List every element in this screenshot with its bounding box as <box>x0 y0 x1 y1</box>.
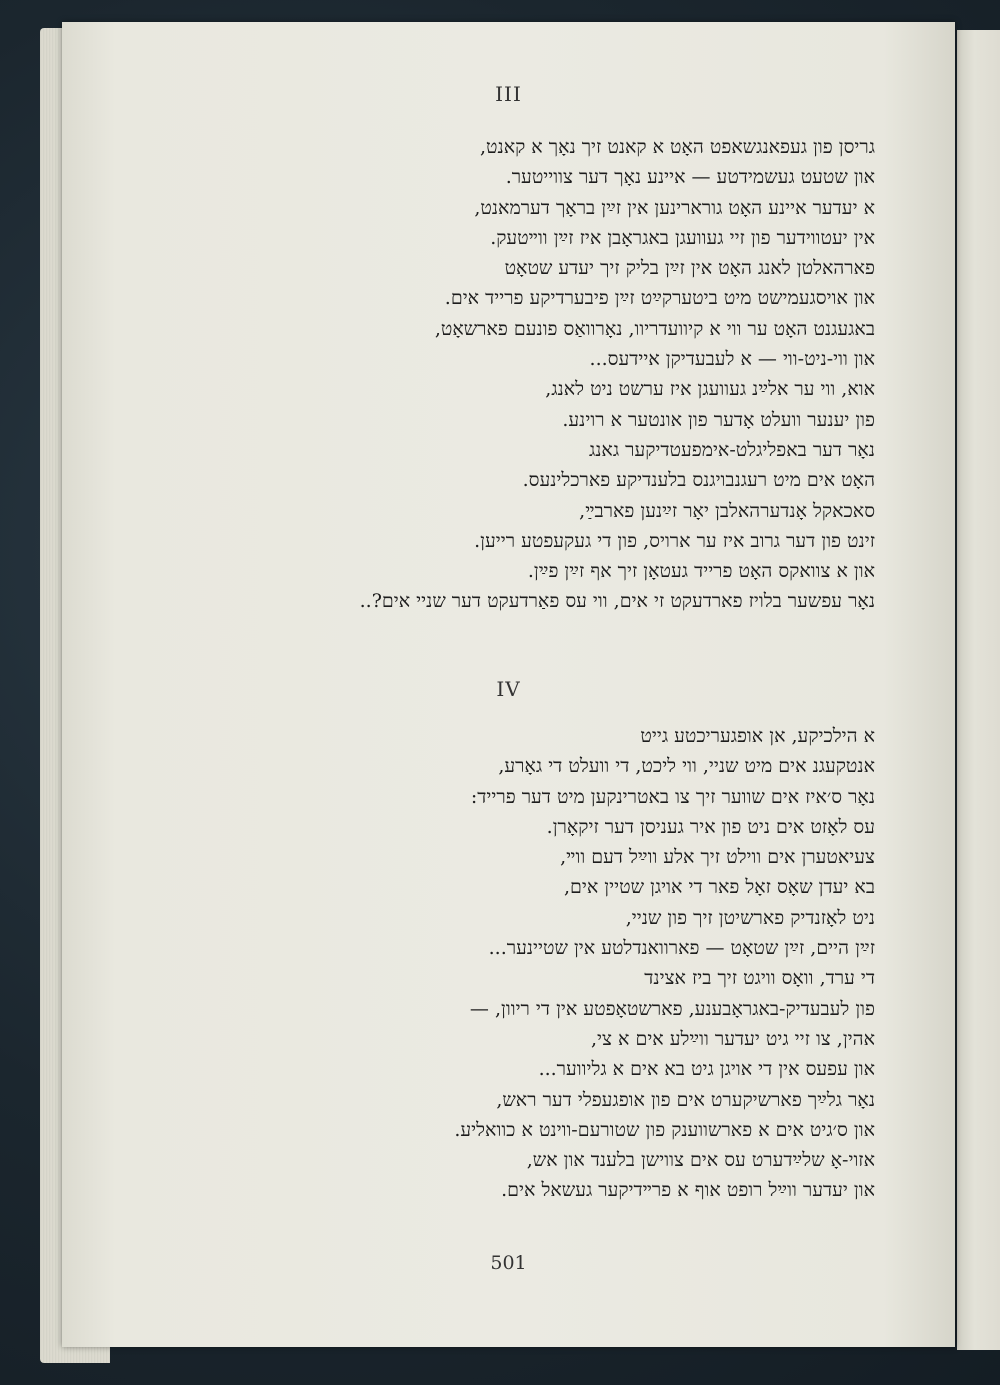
poem-line: א הילכיקע, אן אופגעריכטע גייט <box>640 725 875 747</box>
poem-section-four <box>454 721 875 1206</box>
poem-line: אזוי-אָ שלײַדערט עס אים צווישן בלענד און אש, <box>526 1149 875 1172</box>
poem-line: באגעגנט האָט ער ווי א קיוועדריוו, נאָרוואַס פונעם פארשאָט, <box>434 317 875 340</box>
section-heading-three: III <box>495 82 522 106</box>
poem-line: גריסן פון געפאנגשאפט האָט א קאנט זיך נאָך א קאנט, <box>480 136 875 158</box>
poem-line: און יעדער ווײַל רופט אוף א פרײדיקער געשאל אים. <box>501 1179 875 1202</box>
poem-line: נאָר דער באפליגלט-אימפעטדיקער גאנג <box>588 438 875 461</box>
poem-line: און עפעס אין די אויגן גיט בא אים א גליווער... <box>538 1058 875 1081</box>
section-heading-four: IV <box>496 677 521 701</box>
poem-line: סאכאקל אָנדערהאלבן יאָר זײַנען פארבײַ, <box>579 499 875 522</box>
poem-line: די ערד, וואָס וויגט זיך ביז אצינד <box>644 967 875 990</box>
poem-line: און א צוואקס האָט פרייד געטאָן זיך אף זײַן פײַן. <box>527 560 875 583</box>
poem-line: אנטקעגנ אים מיט שניי, ווי ליכט, די וועלט די גאָרע, <box>498 755 875 778</box>
poem-line: נאָר גלײַך פארשיקערט אים פון אופגעפלי דער ראש, <box>496 1088 875 1111</box>
poem-line: און אויסגעמישט מיט ביטערקײַט זײַן פיבערדיקע פרייד אים. <box>444 287 875 310</box>
poem-line: און שטעט געשמידטע — איינע נאָך דער צווייטער. <box>505 166 875 189</box>
poem-line: נאָר עפשער בלויז פארדעקט זי אים, ווי עס פאַרדעקט דער שניי אים?.. <box>359 590 875 613</box>
poem-line: פון יענער וועלט אָדער פון אונטער א רוינע. <box>562 408 875 431</box>
poem-line: אהין, צו זיי גיט יעדער ווײַלע אים א צי, <box>591 1027 875 1050</box>
poem-line: אוא, ווי ער אלײַנ געוועגן איז ערשט ניט לאנג, <box>545 378 875 401</box>
poem-line: און ס׳גיט אים א פארשווענק פון שטורעם-ווינט א כוואליע. <box>454 1118 875 1141</box>
poem-line: א יעדער איינע האָט גורארינען אין זײַן בראָך דערמאנט, <box>474 196 875 219</box>
poem-line: עס לאָזט אים ניט פון איר געניסן דער זיקאָרן. <box>546 815 875 838</box>
poem-line: פון לעבעדיק-באגראָבענע, פארשטאָפטע אין די ריוון, — <box>469 997 875 1020</box>
facing-page-edge <box>957 30 1000 1350</box>
poem-line: זינט פון דער גרוב איז ער ארויס, פון די געקעפטע רייען. <box>474 529 875 552</box>
poem-line: אין יעטווידער פון זיי געוועגן באגראָבן איז זײַן ווײטעק. <box>490 226 875 249</box>
poem-line: און ווי-ניט-ווי — א לעבעדיקן איידעס... <box>589 348 875 371</box>
poem-line: צעיאטערן אים ווילט זיך אלע ווײַל דעם ווײ, <box>560 846 875 869</box>
poem-line: האָט אים מיט רעגנבויגנס בלענדיקע פארכלינעס. <box>522 469 875 492</box>
book-page <box>62 22 955 1347</box>
poem-line: ניט לאָזנדיק פארשיטן זיך פון שניי, <box>625 906 875 929</box>
poem-line: נאָר ס׳איז אים שווער זיך צו באטרינקען מיט דער פרייד: <box>470 785 875 808</box>
poem-line: פארהאלטן לאנג האָט אין זײַן בליק זיך יעדע שטאָט <box>504 257 875 280</box>
poem-line: בא יעדן שאָס זאָל פאר די אויגן שטיין אים, <box>563 876 875 899</box>
poem-line: זײַן היים, זײַן שטאָט — פארוואנדלטע אין שטיינער... <box>488 937 875 960</box>
page-number: 501 <box>490 1252 527 1274</box>
poem-section-three <box>360 132 875 617</box>
